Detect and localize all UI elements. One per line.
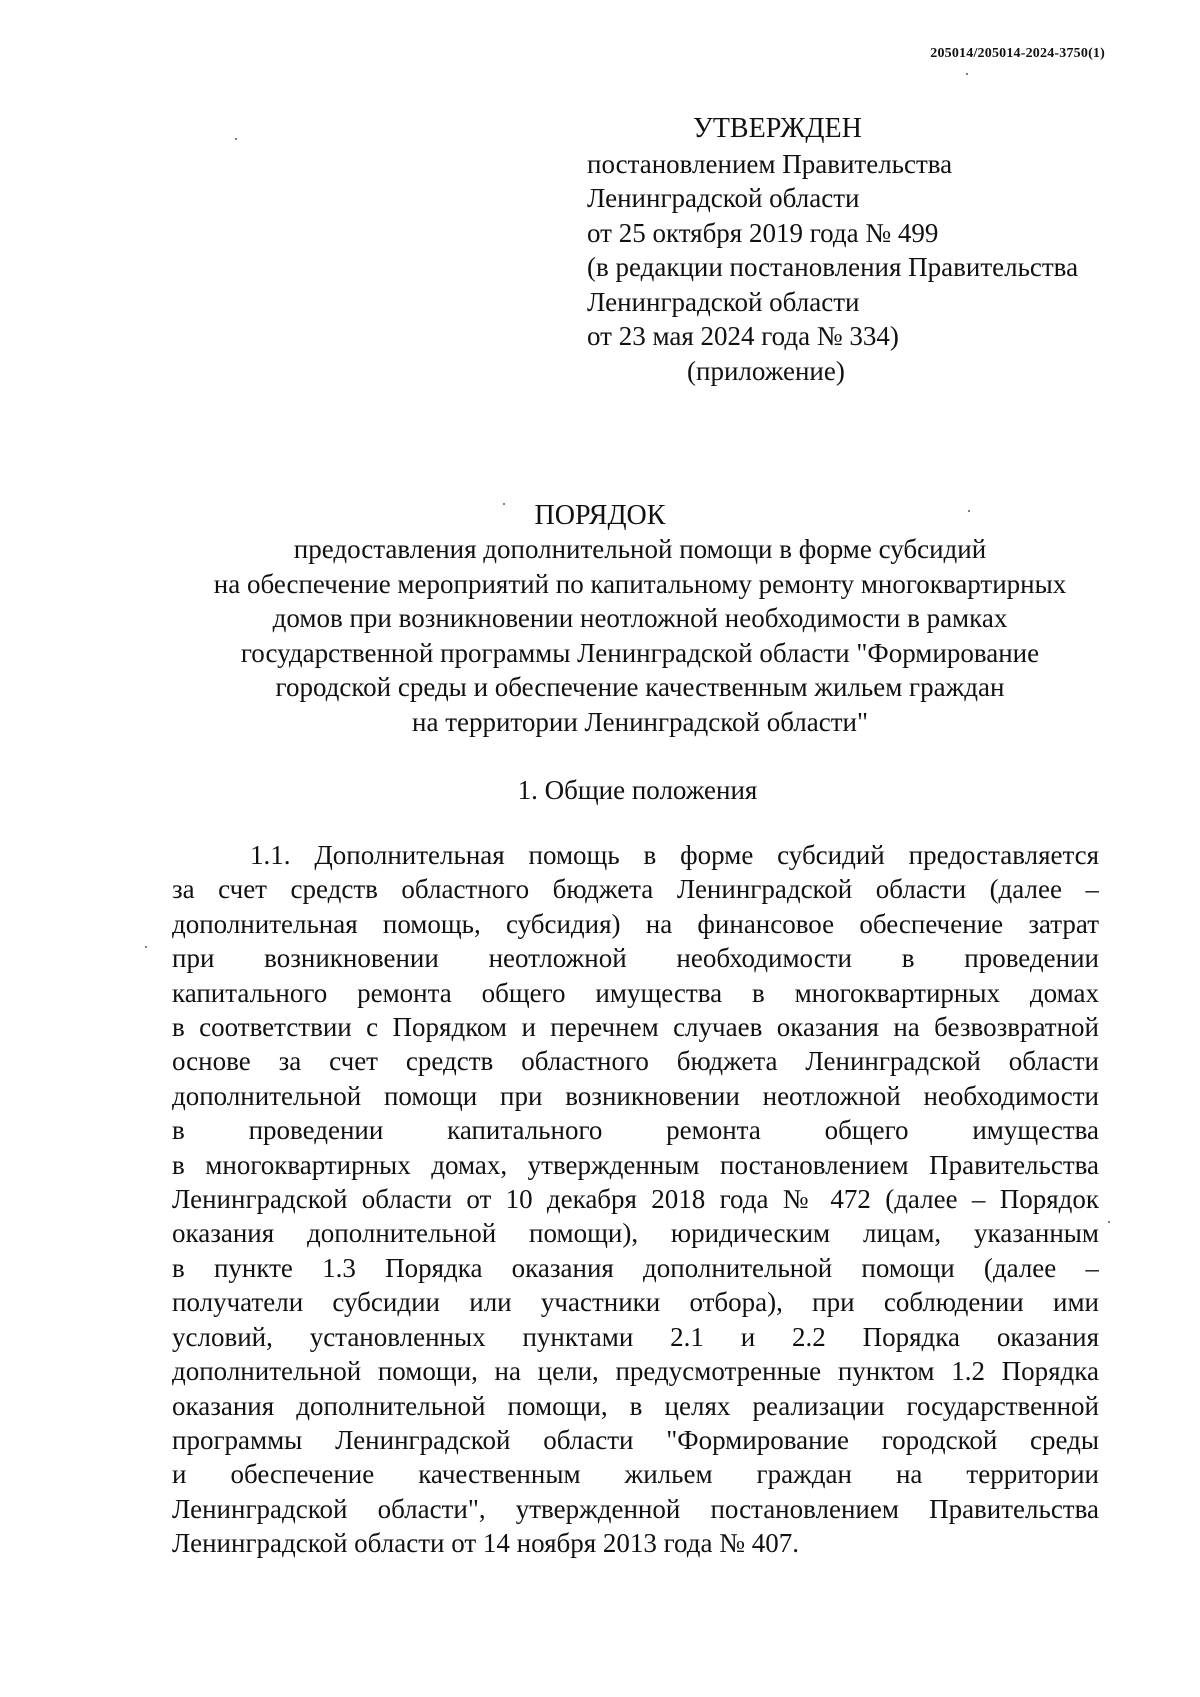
paragraph-line: в пункте 1.3 Порядка оказания дополнительной помощи (далее – xyxy=(172,1252,1099,1283)
paragraph-line: Ленинградской области от 14 ноября 2013 года № 407. xyxy=(172,1528,799,1559)
document-id: 205014/205014-2024-3750(1) xyxy=(930,46,1105,61)
paragraph-line: при возникновении неотложной необходимости в проведении xyxy=(172,943,1099,974)
approval-line: Ленинградской области xyxy=(587,183,860,213)
scan-speck xyxy=(1108,1221,1110,1223)
paragraph-line: 1.1. Дополнительная помощь в форме субсидий предоставляется xyxy=(250,840,1099,870)
paragraph-line: Ленинградской области", утвержденной постановлением Правительства xyxy=(172,1493,1099,1524)
paragraph-line: получатели субсидии или участники отбора), при соблюдении ими xyxy=(172,1287,1099,1318)
paragraph-line: в соответствии с Порядком и перечнем случаев оказания на безвозвратной xyxy=(172,1012,1099,1043)
document-subtitle xyxy=(130,532,1150,739)
paragraph-line: основе за счет средств областного бюджета Ленинградской области xyxy=(172,1046,1099,1077)
scan-speck xyxy=(503,503,505,505)
approval-line: постановлением Правительства xyxy=(587,148,953,179)
paragraph-line: Ленинградской области от 10 декабря 2018 года № 472 (далее – Порядок xyxy=(172,1184,1099,1215)
approval-line: Ленинградской области xyxy=(587,286,860,317)
paragraph-line: капитального ремонта общего имущества в многоквартирных домах xyxy=(172,977,1099,1008)
subtitle-line: предоставления дополнительной помощи в форме субсидий xyxy=(293,534,987,564)
approval-title: УТВЕРЖДЕН xyxy=(693,113,862,144)
approval-line: от 23 мая 2024 года № 334) xyxy=(587,321,899,351)
paragraph-line: условий, установленных пунктами 2.1 и 2.2 Порядка оказания xyxy=(172,1321,1099,1352)
paragraph-line: оказания дополнительной помощи, в целях реализации государственной xyxy=(172,1390,1099,1421)
subtitle-line: городской среды и обеспечение качественным жильем граждан xyxy=(275,672,1005,702)
paragraph-line: дополнительной помощи, на цели, предусмотренные пунктом 1.2 Порядка xyxy=(172,1356,1099,1387)
approval-block xyxy=(587,112,1147,388)
scan-speck xyxy=(145,946,147,948)
subtitle-line: государственной программы Ленинградской области "Формирование xyxy=(240,637,1040,668)
paragraph-line: и обеспечение качественным жильем граждан на территории xyxy=(172,1459,1099,1490)
approval-line: (в редакции постановления Правительства xyxy=(587,252,1079,282)
paragraph-line: дополнительной помощи при возникновении неотложной необходимости xyxy=(172,1080,1099,1111)
paragraph-line: дополнительная помощь, субсидия) на финансовое обеспечение затрат xyxy=(172,908,1099,939)
subtitle-line: домов при возникновении неотложной необходимости в рамках xyxy=(272,603,1008,633)
scan-speck xyxy=(968,510,970,512)
subtitle-line: на территории Ленинградской области" xyxy=(412,706,868,737)
paragraph-line: в проведении капитального ремонта общего имущества xyxy=(172,1115,1099,1146)
scan-speck xyxy=(235,138,237,140)
paragraph-line: в многоквартирных домах, утвержденным постановлением Правительства xyxy=(172,1149,1099,1180)
approval-line: от 25 октября 2019 года № 499 xyxy=(587,217,939,248)
document-title: ПОРЯДОК xyxy=(534,500,666,531)
section-heading: 1. Общие положения xyxy=(517,775,758,805)
paragraph-line: программы Ленинградской области "Формирование городской среды xyxy=(172,1424,1099,1455)
scan-speck xyxy=(966,73,968,75)
subtitle-line: на обеспечение мероприятий по капитальному ремонту многоквартирных xyxy=(213,568,1067,599)
paragraph-line: оказания дополнительной помощи), юридическим лицам, указанным xyxy=(172,1218,1099,1249)
paragraph-line: за счет средств областного бюджета Ленинградской области (далее – xyxy=(172,874,1099,905)
approval-appendix: (приложение) xyxy=(687,355,845,386)
body-paragraph xyxy=(172,838,1099,1561)
